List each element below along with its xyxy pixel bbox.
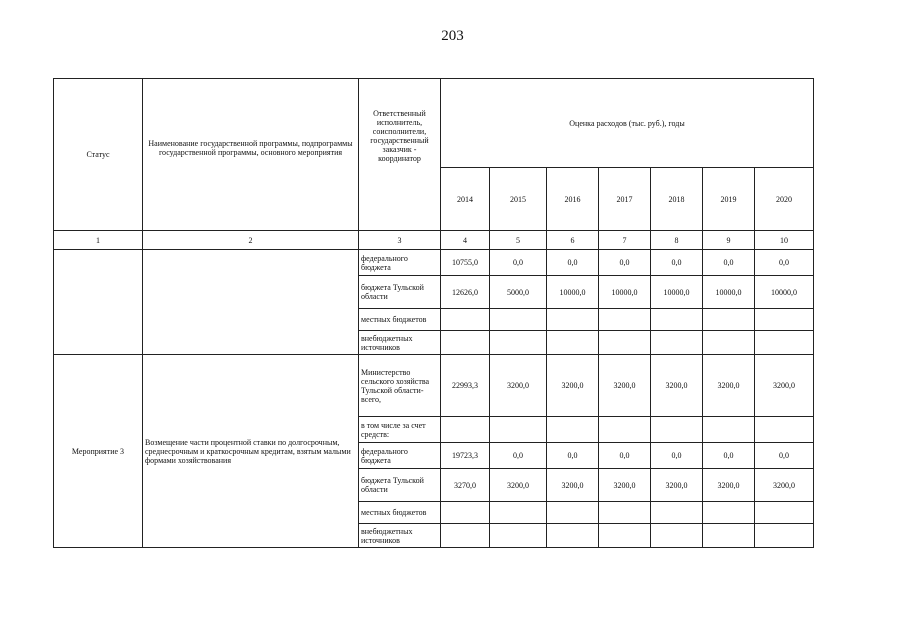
header-responsible: Ответственный исполнитель, соисполнители, государственный заказчик - координатор — [359, 79, 441, 231]
status-cell: Мероприятие 3 — [54, 355, 143, 548]
year-cell: 2018 — [651, 168, 703, 231]
value-cell: 0,0 — [547, 443, 599, 469]
value-cell: 3200,0 — [651, 355, 703, 417]
value-cell: 12626,0 — [441, 276, 490, 309]
value-cell — [755, 309, 814, 331]
source-cell: местных бюджетов — [359, 502, 441, 524]
year-cell: 2014 — [441, 168, 490, 231]
value-cell — [490, 524, 547, 548]
column-number: 9 — [703, 231, 755, 250]
measure-name-cell: Возмещение части процентной ставки по долгосрочным, среднесрочным и краткосрочным кредитам, взятым малыми формами хозяйствования — [143, 355, 359, 548]
budget-table — [53, 78, 814, 548]
value-cell: 0,0 — [547, 250, 599, 276]
value-cell — [547, 502, 599, 524]
value-cell — [703, 524, 755, 548]
source-cell: Министерство сельского хозяйства Тульской области- всего, — [359, 355, 441, 417]
year-cell: 2017 — [599, 168, 651, 231]
value-cell: 5000,0 — [490, 276, 547, 309]
column-number: 5 — [490, 231, 547, 250]
value-cell: 0,0 — [490, 250, 547, 276]
source-cell: в том числе за счет средств: — [359, 417, 441, 443]
value-cell — [441, 502, 490, 524]
value-cell — [441, 309, 490, 331]
column-number: 3 — [359, 231, 441, 250]
value-cell: 0,0 — [490, 443, 547, 469]
value-cell: 10000,0 — [651, 276, 703, 309]
value-cell — [703, 502, 755, 524]
header-name: Наименование государственной программы, подпрограммы государственной программы, основного мероприятия — [143, 79, 359, 231]
header-status: Статус — [54, 79, 143, 231]
year-cell: 2015 — [490, 168, 547, 231]
column-number: 4 — [441, 231, 490, 250]
value-cell: 10000,0 — [703, 276, 755, 309]
header-estimate: Оценка расходов (тыс. руб.), годы — [441, 79, 814, 168]
value-cell: 22993,3 — [441, 355, 490, 417]
table-row — [54, 250, 814, 276]
value-cell — [651, 309, 703, 331]
status-cell-empty — [54, 250, 143, 355]
name-cell-empty — [143, 250, 359, 355]
value-cell: 3200,0 — [547, 355, 599, 417]
value-cell: 10000,0 — [547, 276, 599, 309]
value-cell — [755, 417, 814, 443]
source-cell: внебюджетных источников — [359, 331, 441, 355]
source-cell: федерального бюджета — [359, 443, 441, 469]
value-cell — [490, 309, 547, 331]
value-cell: 3200,0 — [755, 355, 814, 417]
value-cell — [755, 331, 814, 355]
header-row — [54, 79, 814, 168]
value-cell: 3200,0 — [547, 469, 599, 502]
value-cell: 3200,0 — [755, 469, 814, 502]
column-number: 1 — [54, 231, 143, 250]
value-cell: 3270,0 — [441, 469, 490, 502]
value-cell — [651, 524, 703, 548]
value-cell — [703, 331, 755, 355]
value-cell: 0,0 — [755, 443, 814, 469]
column-number-row — [54, 231, 814, 250]
value-cell: 19723,3 — [441, 443, 490, 469]
value-cell — [490, 502, 547, 524]
column-number: 6 — [547, 231, 599, 250]
value-cell — [547, 331, 599, 355]
value-cell — [441, 417, 490, 443]
value-cell: 10755,0 — [441, 250, 490, 276]
table-row — [54, 355, 814, 417]
source-cell: бюджета Тульской области — [359, 469, 441, 502]
value-cell: 10000,0 — [755, 276, 814, 309]
value-cell — [703, 309, 755, 331]
value-cell: 3200,0 — [490, 355, 547, 417]
value-cell: 3200,0 — [599, 355, 651, 417]
value-cell: 3200,0 — [703, 469, 755, 502]
value-cell — [599, 524, 651, 548]
value-cell — [441, 524, 490, 548]
value-cell: 3200,0 — [703, 355, 755, 417]
value-cell — [599, 502, 651, 524]
value-cell: 3200,0 — [490, 469, 547, 502]
value-cell — [599, 417, 651, 443]
value-cell: 0,0 — [703, 250, 755, 276]
page-number: 203 — [441, 28, 464, 44]
value-cell — [755, 524, 814, 548]
column-number: 7 — [599, 231, 651, 250]
source-cell: местных бюджетов — [359, 309, 441, 331]
value-cell: 0,0 — [599, 250, 651, 276]
value-cell — [547, 309, 599, 331]
year-cell: 2019 — [703, 168, 755, 231]
value-cell — [703, 417, 755, 443]
column-number: 2 — [143, 231, 359, 250]
source-cell: внебюджетных источников — [359, 524, 441, 548]
year-cell: 2020 — [755, 168, 814, 231]
value-cell — [651, 331, 703, 355]
value-cell: 3200,0 — [651, 469, 703, 502]
value-cell: 0,0 — [703, 443, 755, 469]
column-number: 8 — [651, 231, 703, 250]
value-cell — [651, 417, 703, 443]
value-cell: 0,0 — [755, 250, 814, 276]
source-cell: федерального бюджета — [359, 250, 441, 276]
value-cell — [599, 331, 651, 355]
value-cell — [599, 309, 651, 331]
value-cell: 3200,0 — [599, 469, 651, 502]
value-cell: 10000,0 — [599, 276, 651, 309]
value-cell — [490, 417, 547, 443]
value-cell — [490, 331, 547, 355]
value-cell — [547, 524, 599, 548]
value-cell — [441, 331, 490, 355]
value-cell: 0,0 — [651, 250, 703, 276]
year-cell: 2016 — [547, 168, 599, 231]
source-cell: бюджета Тульской области — [359, 276, 441, 309]
value-cell: 0,0 — [599, 443, 651, 469]
value-cell — [651, 502, 703, 524]
value-cell — [755, 502, 814, 524]
value-cell — [547, 417, 599, 443]
column-number: 10 — [755, 231, 814, 250]
value-cell: 0,0 — [651, 443, 703, 469]
